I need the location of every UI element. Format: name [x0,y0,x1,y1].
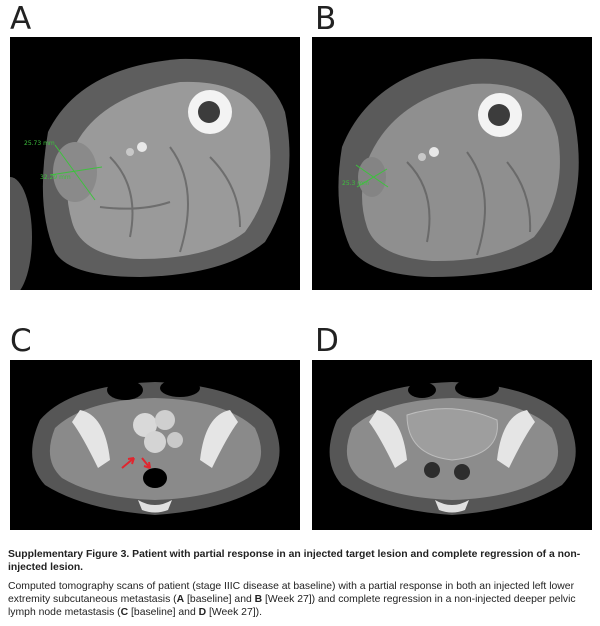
panel-label-a: A [10,1,32,37]
panel-label-c: C [10,323,32,359]
measure-label-a2: 32.29 mm [40,174,71,181]
ct-image-b [312,37,592,290]
ct-image-c [10,360,300,530]
ct-scan-b-thigh-week27 [312,37,592,290]
ct-scan-a-thigh-baseline [10,37,300,290]
caption-body: Computed tomography scans of patient (stage IIIC disease at baseline) with a partial response in both an injected left lower extremity subcutaneous metastasis (A [baseline] and B [Week 27]) and complete regression in a non-injected deeper pelvic lymph node metastasis (C [baseline] and D [Week 27]). [8,581,576,618]
ct-scan-d-pelvis-week27 [312,360,592,530]
panel-label-d: D [315,323,339,359]
panel-label-b: B [315,1,337,37]
caption-title: Supplementary Figure 3. Patient with partial response in an injected target lesion and complete regression of a non-injected lesion. [8,549,581,573]
ct-image-a [10,37,300,290]
measure-label-a1: 25.73 mm [24,140,55,147]
ct-image-d [312,360,592,530]
measure-label-b1: 25.3 mm [342,180,369,187]
figure-caption [8,548,594,619]
ct-scan-c-pelvis-baseline [10,360,300,530]
